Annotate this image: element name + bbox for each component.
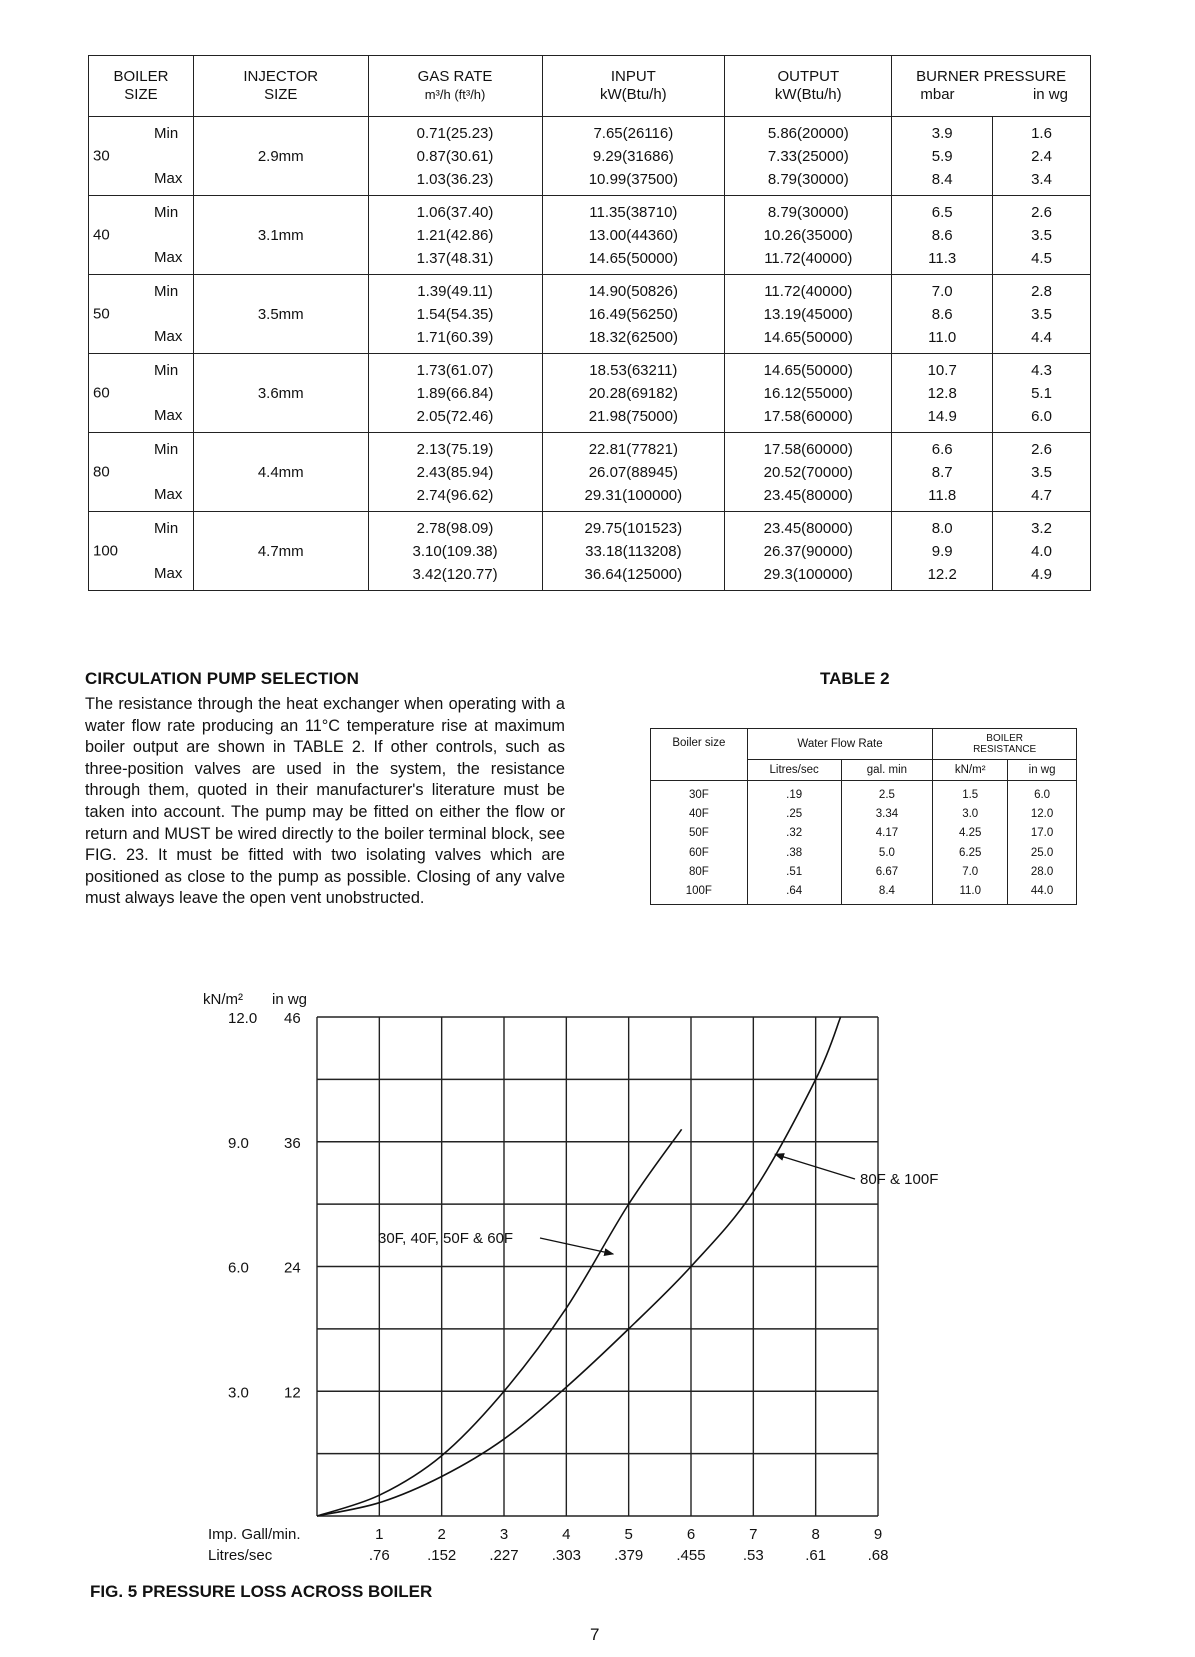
y-tick-label-kn: 12.0 (228, 1010, 258, 1027)
burner-inwg-cell (993, 512, 1091, 591)
header-gas-rate (368, 56, 542, 117)
output-value: 8.79(30000) (767, 203, 849, 221)
max-label: Max (154, 565, 183, 582)
x-tick-label-litres: .152 (427, 1547, 457, 1564)
gal-min-cell: 6.67 (841, 862, 933, 881)
kn-m2-cell: 6.25 (933, 843, 1008, 862)
x-tick-label-gall: 4 (562, 1526, 571, 1543)
inwg-value: 4.4 (1031, 328, 1052, 346)
mbar-value: 10.7 (927, 361, 957, 379)
gas-rate-value: 0.71(25.23) (416, 124, 494, 142)
annotation-arrow (540, 1238, 613, 1254)
y-tick-label-kn: 6.0 (228, 1259, 249, 1277)
header-line: OUTPUT (777, 68, 840, 85)
series-label-30f-60f: 30F, 40F, 50F & 60F (378, 1230, 514, 1247)
table-header-row (89, 56, 1091, 117)
mbar-value: 8.0 (931, 519, 953, 537)
table2-header-row (651, 729, 1077, 760)
input-value: 20.28(69182) (588, 384, 678, 402)
mbar-value: 7.0 (931, 282, 953, 300)
min-label: Min (154, 125, 179, 142)
output-value: 13.19(45000) (763, 305, 853, 323)
gal-min-cell: 4.17 (841, 824, 933, 843)
header-gal-min: gal. min (841, 760, 933, 781)
header-injector-size (193, 56, 368, 117)
mbar-value: 6.6 (931, 440, 953, 458)
header-water-flow-rate: Water Flow Rate (747, 729, 933, 760)
injector-size: 3.5mm (193, 275, 368, 354)
kn-m2-cell: 3.0 (933, 804, 1008, 823)
table-row (89, 117, 1091, 196)
in-wg-cell: 6.0 (1008, 781, 1077, 805)
output-value: 29.3(100000) (763, 565, 853, 583)
in-wg-cell: 25.0 (1008, 843, 1077, 862)
gas-rate-value: 2.74(96.62) (416, 486, 494, 504)
kn-m2-cell: 11.0 (933, 881, 1008, 904)
mbar-value: 12.8 (927, 384, 957, 402)
output-value: 10.26(35000) (763, 226, 853, 244)
boiler-size-cell (89, 354, 194, 433)
header-units: kW(Btu/h) (600, 86, 667, 103)
kn-m2-cell: 1.5 (933, 781, 1008, 805)
output-cell (725, 275, 892, 354)
burner-mbar-cell (892, 512, 993, 591)
header-line: INJECTOR (243, 68, 319, 85)
gas-rate-value: 1.03(36.23) (416, 170, 494, 188)
output-value: 5.86(20000) (767, 124, 849, 142)
input-cell (542, 196, 725, 275)
litres-sec-cell: .19 (747, 781, 841, 805)
x-tick-label-litres: .76 (368, 1547, 390, 1564)
litres-sec-cell: .38 (747, 843, 841, 862)
gas-rate-value: 1.54(54.35) (416, 305, 494, 323)
input-value: 13.00(44360) (588, 226, 678, 244)
gas-rate-value: 1.06(37.40) (416, 203, 494, 221)
gas-rate-value: 3.10(109.38) (412, 542, 498, 560)
header-boiler-resistance (933, 729, 1077, 760)
boiler-size: 100 (93, 542, 119, 560)
inwg-value: 2.4 (1031, 147, 1052, 165)
header-mbar: mbar (920, 86, 955, 103)
header-boiler-size (89, 56, 194, 117)
input-value: 9.29(31686) (592, 147, 674, 165)
burner-inwg-cell (993, 354, 1091, 433)
output-value: 11.72(40000) (764, 282, 853, 300)
header-burner-pressure (892, 56, 1091, 117)
header-litres-sec: Litres/sec (747, 760, 841, 781)
inwg-value: 3.2 (1031, 519, 1052, 537)
inwg-value: 4.0 (1031, 542, 1052, 560)
input-value: 36.64(125000) (584, 565, 683, 583)
size-cell: 40F (651, 804, 748, 823)
inwg-value: 3.5 (1031, 463, 1052, 481)
size-cell: 60F (651, 843, 748, 862)
kn-m2-cell: 4.25 (933, 824, 1008, 843)
table-row (651, 862, 1077, 881)
input-value: 14.65(50000) (588, 249, 678, 267)
boiler-size: 40 (93, 226, 110, 244)
header-line: BOILER (113, 68, 169, 85)
table-row (651, 804, 1077, 823)
output-cell (725, 196, 892, 275)
output-value: 17.58(60000) (763, 407, 853, 425)
x-tick-label-gall: 9 (873, 1526, 883, 1543)
input-cell (542, 117, 725, 196)
gas-rate-value: 2.05(72.46) (416, 407, 494, 425)
output-value: 7.33(25000) (767, 147, 849, 165)
inwg-value: 1.6 (1031, 124, 1052, 142)
inwg-value: 4.5 (1031, 249, 1052, 267)
mbar-value: 5.9 (931, 147, 953, 165)
x-tick-label-litres: .227 (489, 1547, 519, 1564)
input-value: 33.18(113208) (585, 542, 682, 560)
size-cell: 30F (651, 781, 748, 805)
header-units: kW(Btu/h) (774, 86, 842, 103)
output-value: 16.12(55000) (763, 384, 853, 402)
y-tick-label-kn: 3.0 (228, 1384, 249, 1402)
input-value: 21.98(75000) (588, 407, 678, 425)
chart-annotations (378, 1154, 938, 1254)
burner-mbar-cell (892, 117, 993, 196)
output-cell (725, 117, 892, 196)
output-value: 20.52(70000) (763, 463, 853, 481)
gas-rate-value: 1.73(61.07) (416, 361, 494, 379)
injector-size: 2.9mm (193, 117, 368, 196)
max-label: Max (154, 249, 183, 266)
y-tick-label-kn: 9.0 (228, 1134, 249, 1152)
header-boiler-size: Boiler size (651, 729, 748, 781)
gas-rate-value: 2.43(85.94) (416, 463, 494, 481)
burner-settings-table (88, 55, 1091, 591)
gas-rate-value: 3.42(120.77) (412, 565, 498, 583)
series-line-30f-60f (317, 1129, 682, 1516)
boiler-size-cell (89, 512, 194, 591)
x-tick-label-gall: 5 (624, 1526, 633, 1543)
injector-size: 4.4mm (193, 433, 368, 512)
gas-rate-cell (368, 196, 542, 275)
gas-rate-value: 1.39(49.11) (417, 282, 493, 300)
gas-rate-cell (368, 512, 542, 591)
input-value: 14.90(50826) (588, 282, 678, 300)
output-value: 14.65(50000) (763, 328, 853, 346)
x-tick-label-litres: .61 (805, 1547, 827, 1564)
x-tick-label-gall: 1 (375, 1526, 384, 1543)
boiler-size: 60 (93, 384, 110, 402)
gas-rate-value: 1.89(66.84) (416, 384, 494, 402)
table-row (651, 781, 1077, 805)
input-cell (542, 512, 725, 591)
mbar-value: 6.5 (931, 203, 953, 221)
gas-rate-value: 0.87(30.61) (416, 147, 494, 165)
y-axis-label-inwg: in wg (272, 991, 308, 1008)
burner-inwg-cell (993, 433, 1091, 512)
kn-m2-cell: 7.0 (933, 862, 1008, 881)
injector-size: 4.7mm (193, 512, 368, 591)
mbar-value: 8.6 (931, 226, 953, 244)
input-value: 10.99(37500) (588, 170, 678, 188)
table-row (89, 354, 1091, 433)
mbar-value: 8.6 (931, 305, 953, 323)
gas-rate-cell (368, 433, 542, 512)
input-value: 26.07(88945) (588, 463, 678, 481)
x-tick-label-gall: 7 (749, 1526, 758, 1543)
input-value: 18.32(62500) (588, 328, 678, 346)
header-units: m³/h (ft³/h) (424, 87, 486, 102)
burner-inwg-cell (993, 196, 1091, 275)
x-tick-label-litres: .68 (867, 1547, 889, 1564)
output-value: 17.58(60000) (763, 440, 853, 458)
injector-size: 3.1mm (193, 196, 368, 275)
gas-rate-cell (368, 354, 542, 433)
max-label: Max (154, 170, 183, 187)
min-label: Min (154, 204, 179, 221)
output-cell (725, 433, 892, 512)
table-row (89, 433, 1091, 512)
x-tick-label-litres: .379 (614, 1547, 644, 1564)
gas-rate-value: 1.71(60.39) (416, 328, 494, 346)
boiler-size-cell (89, 433, 194, 512)
x-tick-label-litres: .455 (676, 1547, 706, 1564)
output-value: 8.79(30000) (767, 170, 849, 188)
input-value: 29.75(101523) (584, 519, 683, 537)
mbar-value: 14.9 (927, 407, 957, 425)
injector-size: 3.6mm (193, 354, 368, 433)
inwg-value: 2.6 (1031, 440, 1052, 458)
burner-mbar-cell (892, 275, 993, 354)
output-cell (725, 354, 892, 433)
chart-grid (317, 1017, 878, 1516)
in-wg-cell: 12.0 (1008, 804, 1077, 823)
max-label: Max (154, 486, 183, 503)
inwg-value: 2.8 (1031, 282, 1052, 300)
series-label-80f-100f: 80F & 100F (860, 1171, 939, 1188)
in-wg-cell: 44.0 (1008, 881, 1077, 904)
chart-labels (203, 991, 888, 1564)
input-value: 16.49(56250) (588, 305, 678, 323)
inwg-value: 6.0 (1031, 407, 1052, 425)
x-tick-label-litres: .303 (551, 1547, 581, 1564)
inwg-value: 3.5 (1031, 226, 1052, 244)
annotation-arrow (775, 1154, 855, 1179)
header-line: SIZE (124, 86, 158, 103)
mbar-value: 8.4 (931, 170, 953, 188)
chart-series (317, 1017, 841, 1516)
header-kn-m2: kN/m² (933, 760, 1008, 781)
output-value: 23.45(80000) (763, 486, 853, 504)
gas-rate-cell (368, 117, 542, 196)
x-tick-label-gall: 2 (437, 1526, 446, 1543)
y-axis-label-kn: kN/m² (203, 991, 243, 1008)
inwg-value: 5.1 (1031, 384, 1052, 402)
input-cell (542, 275, 725, 354)
min-label: Min (154, 283, 179, 300)
inwg-value: 3.4 (1031, 170, 1052, 188)
table-row (89, 512, 1091, 591)
x-tick-label-litres: .53 (742, 1547, 764, 1564)
in-wg-cell: 28.0 (1008, 862, 1077, 881)
mbar-value: 3.9 (931, 124, 953, 142)
size-cell: 50F (651, 824, 748, 843)
burner-mbar-cell (892, 433, 993, 512)
gas-rate-value: 2.78(98.09) (416, 519, 494, 537)
y-tick-label-inwg: 12 (284, 1384, 301, 1402)
litres-sec-cell: .51 (747, 862, 841, 881)
header-output (725, 56, 892, 117)
series-line-80f-100f (317, 1017, 841, 1516)
table-row (89, 196, 1091, 275)
output-value: 14.65(50000) (763, 361, 853, 379)
burner-mbar-cell (892, 196, 993, 275)
burner-inwg-cell (993, 275, 1091, 354)
boiler-size: 80 (93, 463, 110, 481)
header-line: BURNER PRESSURE (916, 68, 1067, 85)
header-inwg: in wg (1032, 86, 1068, 103)
input-cell (542, 433, 725, 512)
section-body-text: The resistance through the heat exchanger when operating with a water flow rate producing an 11°C temperature rise at maximum boiler output are shown in TABLE 2. If other controls, such as three-position valves are used in the system, the resistance through them, quoted in their manufacturer's literature must be taken into account. The pump may be fitted on either the flow or return and MUST be wired directly to the boiler terminal block, see FIG. 23. It must be fitted with two isolating valves which are positioned as close to the pump as possible. Closing of any valve must always leave the open vent unobstructed. (85, 695, 565, 908)
gas-rate-value: 1.21(42.86) (416, 226, 494, 244)
max-label: Max (154, 407, 183, 424)
boiler-size-cell (89, 275, 194, 354)
litres-sec-cell: .25 (747, 804, 841, 823)
y-tick-label-inwg: 46 (284, 1010, 301, 1027)
header-in-wg: in wg (1008, 760, 1077, 781)
boiler-size: 30 (93, 147, 110, 165)
table-row (651, 824, 1077, 843)
inwg-value: 3.5 (1031, 305, 1052, 323)
gas-rate-value: 1.37(48.31) (416, 249, 494, 267)
table-row (89, 275, 1091, 354)
size-cell: 100F (651, 881, 748, 904)
table-row (651, 881, 1077, 904)
mbar-value: 12.2 (927, 565, 957, 583)
output-value: 11.72(40000) (764, 249, 853, 267)
mbar-value: 11.0 (928, 328, 957, 346)
input-value: 18.53(63211) (589, 361, 678, 379)
output-value: 26.37(90000) (763, 542, 853, 560)
x-axis-label-gall: Imp. Gall/min. (208, 1526, 301, 1543)
boiler-size: 50 (93, 305, 110, 323)
input-value: 22.81(77821) (588, 440, 678, 458)
mbar-value: 11.3 (928, 249, 957, 267)
in-wg-cell: 17.0 (1008, 824, 1077, 843)
output-cell (725, 512, 892, 591)
gas-rate-cell (368, 275, 542, 354)
header-line: BOILER (986, 733, 1023, 744)
inwg-value: 4.7 (1031, 486, 1052, 504)
water-flow-table (650, 728, 1077, 905)
max-label: Max (154, 328, 183, 345)
x-axis-label-litres: Litres/sec (208, 1547, 273, 1564)
input-value: 11.35(38710) (589, 203, 678, 221)
header-burner-units (892, 86, 1090, 104)
x-tick-label-gall: 6 (686, 1526, 696, 1543)
table2-title: TABLE 2 (820, 669, 890, 688)
inwg-value: 4.9 (1031, 565, 1052, 583)
header-line: SIZE (264, 86, 298, 103)
gal-min-cell: 2.5 (841, 781, 933, 805)
gal-min-cell: 8.4 (841, 881, 933, 904)
gal-min-cell: 5.0 (841, 843, 933, 862)
section-heading: CIRCULATION PUMP SELECTION (85, 669, 359, 688)
input-value: 29.31(100000) (584, 486, 683, 504)
min-label: Min (154, 362, 179, 379)
input-value: 7.65(26116) (593, 124, 674, 142)
mbar-value: 11.8 (928, 486, 957, 504)
burner-inwg-cell (993, 117, 1091, 196)
y-tick-label-inwg: 36 (284, 1134, 301, 1152)
burner-mbar-cell (892, 354, 993, 433)
header-input (542, 56, 725, 117)
mbar-value: 8.7 (931, 463, 953, 481)
input-cell (542, 354, 725, 433)
litres-sec-cell: .64 (747, 881, 841, 904)
x-tick-label-gall: 8 (811, 1526, 820, 1543)
x-tick-label-gall: 3 (499, 1526, 509, 1543)
header-line: INPUT (610, 68, 656, 85)
header-line: RESISTANCE (973, 744, 1037, 755)
gas-rate-value: 2.13(75.19) (416, 440, 494, 458)
mbar-value: 9.9 (931, 542, 953, 560)
header-line: GAS RATE (417, 68, 493, 85)
size-cell: 80F (651, 862, 748, 881)
figure-caption: FIG. 5 PRESSURE LOSS ACROSS BOILER (90, 1582, 433, 1601)
min-label: Min (154, 520, 179, 537)
boiler-size-cell (89, 117, 194, 196)
output-value: 23.45(80000) (763, 519, 853, 537)
page-number: 7 (590, 1625, 600, 1644)
inwg-value: 2.6 (1031, 203, 1052, 221)
litres-sec-cell: .32 (747, 824, 841, 843)
min-label: Min (154, 441, 179, 458)
y-tick-label-inwg: 24 (284, 1259, 301, 1277)
inwg-value: 4.3 (1031, 361, 1052, 379)
table-row (651, 843, 1077, 862)
boiler-size-cell (89, 196, 194, 275)
gal-min-cell: 3.34 (841, 804, 933, 823)
